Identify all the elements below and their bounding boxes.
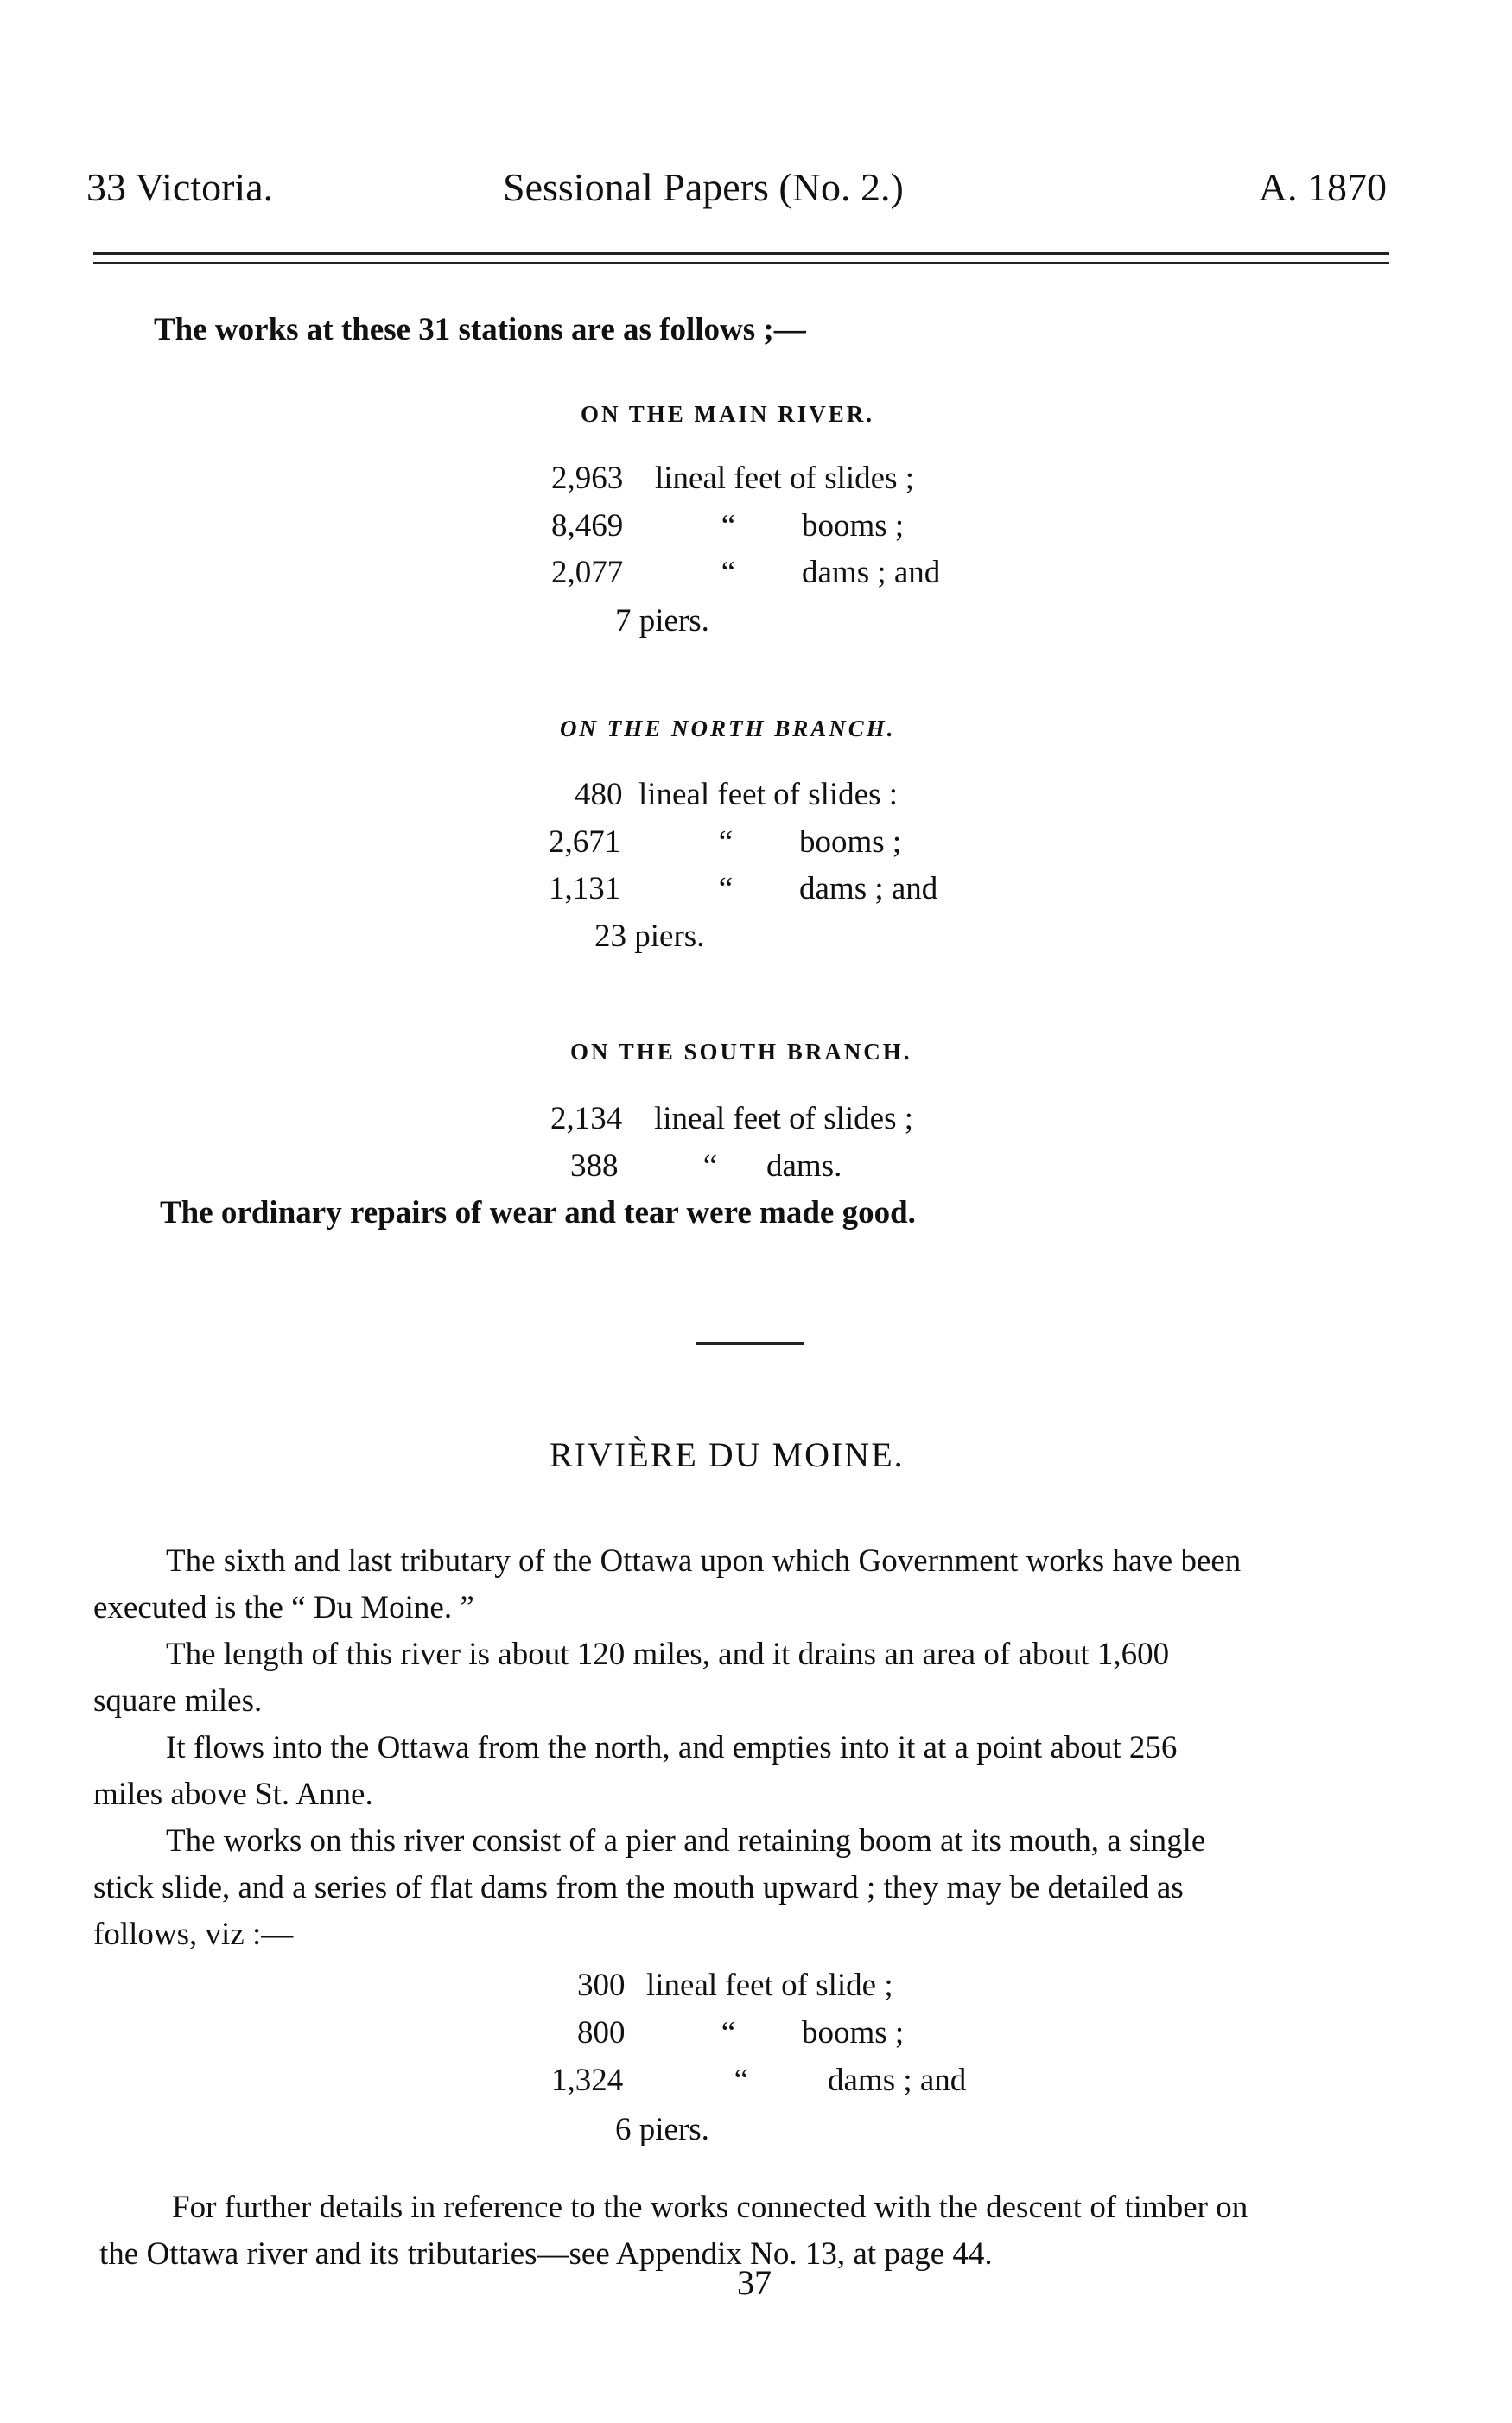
paragraph-flows	[93, 1725, 1407, 1818]
p2-line-2: square miles.	[93, 1683, 263, 1719]
south-slides-text: lineal feet of slides ;	[654, 1101, 914, 1136]
main-river-dams	[551, 554, 940, 591]
paragraph-works	[93, 1818, 1407, 1958]
dm-booms-num: 800	[577, 2015, 626, 2051]
header-rule-top	[93, 252, 1389, 255]
header-volume: 33 Victoria.	[86, 165, 274, 209]
header-year: A. 1870	[1258, 165, 1387, 209]
main-river-slides	[551, 460, 914, 497]
south-branch-slides	[550, 1100, 913, 1137]
main-river-heading: ON THE MAIN RIVER.	[581, 401, 875, 427]
du-moine-piers: 6 piers.	[615, 2112, 709, 2147]
south-branch-dams	[570, 1148, 842, 1185]
north-branch-dams	[549, 870, 937, 907]
section-title: RIVIÈRE DU MOINE.	[550, 1435, 905, 1474]
dm-dams-ditto: “	[734, 2063, 749, 2098]
intro-line: The works at these 31 stations are as follows ;—	[154, 312, 806, 347]
p3-line-1: It flows into the Ottawa from the north, and empties into it at a point about 256	[166, 1730, 1178, 1765]
repairs-line: The ordinary repairs of wear and tear were made good.	[160, 1195, 916, 1231]
north-branch-booms	[549, 824, 901, 861]
further-line-2: the Ottawa river and its tributaries—see Appendix No. 13, at page 44.	[99, 2236, 993, 2272]
dm-slide-num: 300	[577, 1968, 626, 2003]
north-dams-text: dams ; and	[799, 871, 938, 906]
dm-slide-text: lineal feet of slide ;	[646, 1968, 893, 2003]
south-dams-ditto: “	[702, 1148, 718, 1184]
north-booms-ditto: “	[718, 824, 734, 860]
main-booms-num: 8,469	[551, 508, 624, 544]
north-dams-num: 1,131	[549, 871, 621, 906]
north-booms-num: 2,671	[549, 824, 621, 860]
p1-line-2: executed is the “ Du Moine. ”	[93, 1590, 474, 1625]
paragraph-length	[93, 1631, 1407, 1725]
north-slides-text: lineal feet of slides :	[638, 777, 899, 812]
page-number: 37	[737, 2263, 772, 2302]
main-river-piers: 7 piers.	[615, 603, 709, 639]
p4-line-1: The works on this river consist of a pier and retaining boom at its mouth, a single	[166, 1823, 1206, 1859]
main-booms-text: booms ;	[802, 508, 905, 544]
p1-line-1: The sixth and last tributary of the Ottawa upon which Government works have been	[166, 1543, 1242, 1579]
further-line-1: For further details in reference to the works connected with the descent of timber on	[172, 2190, 1248, 2225]
header-rule-bottom	[93, 262, 1389, 264]
main-river-booms	[551, 507, 904, 544]
south-slides-num: 2,134	[550, 1101, 623, 1136]
dm-dams-text: dams ; and	[828, 2063, 967, 2098]
du-moine-booms	[577, 2014, 904, 2051]
p3-line-2: miles above St. Anne.	[93, 1777, 373, 1812]
main-dams-text: dams ; and	[802, 555, 941, 590]
du-moine-dams	[551, 2062, 966, 2099]
p2-line-1: The length of this river is about 120 miles, and it drains an area of about 1,600	[166, 1637, 1170, 1672]
dm-booms-ditto: “	[721, 2015, 736, 2051]
south-branch-heading: ON THE SOUTH BRANCH.	[570, 1039, 912, 1065]
dm-dams-num: 1,324	[551, 2063, 624, 2098]
north-branch-slides	[575, 776, 898, 813]
main-slides-num: 2,963	[551, 461, 624, 496]
p4-line-3: follows, viz :—	[93, 1917, 294, 1952]
p4-line-2: stick slide, and a series of flat dams from the mouth upward ; they may be detailed as	[93, 1870, 1184, 1905]
header-title: Sessional Papers (No. 2.)	[503, 165, 904, 209]
main-booms-ditto: “	[721, 508, 736, 544]
dm-booms-text: booms ;	[802, 2015, 905, 2051]
north-branch-piers: 23 piers.	[594, 919, 705, 954]
main-dams-num: 2,077	[551, 555, 624, 590]
north-branch-heading: ON THE NORTH BRANCH.	[560, 715, 896, 741]
du-moine-slide	[577, 1967, 893, 2004]
north-slides-num: 480	[575, 777, 623, 812]
section-divider	[696, 1342, 804, 1345]
south-dams-num: 388	[570, 1148, 619, 1184]
north-booms-text: booms ;	[799, 824, 902, 860]
main-slides-text: lineal feet of slides ;	[655, 461, 915, 496]
paragraph-sixth-tributary	[93, 1538, 1407, 1631]
north-dams-ditto: “	[718, 871, 734, 906]
south-dams-text: dams.	[766, 1148, 842, 1184]
main-dams-ditto: “	[721, 555, 736, 590]
